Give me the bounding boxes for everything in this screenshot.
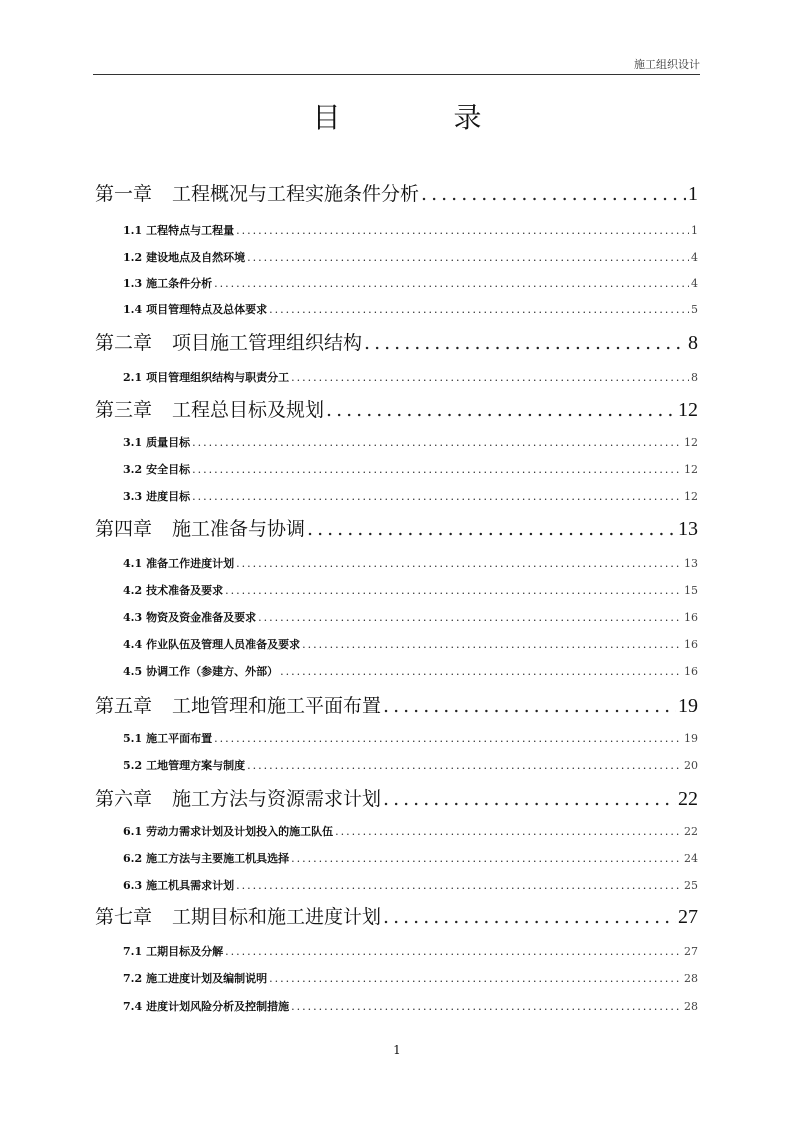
toc-entry-number: 第四章 [95,518,153,540]
toc-entry-label: 安全目标 [146,463,191,476]
toc-entry-label: 工程总目标及规划 [172,399,325,421]
toc-entry-number: 1.4 [123,303,143,316]
dot-leader [291,852,682,865]
toc-entry-label: 项目管理组织结构与职责分工 [146,371,290,384]
toc-section-entry[interactable] [123,877,698,891]
dot-leader [258,611,682,624]
toc-entry-number: 7.4 [123,1000,143,1013]
toc-entry-label: 进度计划风险分析及控制措施 [146,1000,290,1013]
toc-entry-label: 物资及资金准备及要求 [146,611,257,624]
dot-leader [280,665,682,678]
dot-leader [326,399,676,421]
dot-leader [383,906,676,928]
toc-section-entry[interactable] [123,757,698,771]
toc-entry-page: 13 [678,518,698,540]
toc-entry-number: 4.1 [123,557,143,570]
toc-entry-number: 7.1 [123,945,143,958]
toc-entry-number: 3.3 [123,490,143,503]
toc-entry-label: 工地管理和施工平面布置 [172,695,382,717]
toc-entry-label: 工程特点与工程量 [146,224,235,237]
toc-entry-number: 3.2 [123,463,143,476]
dot-leader [192,490,682,503]
toc-entry-label: 项目施工管理组织结构 [172,332,363,354]
toc-chapter-entry[interactable] [95,691,698,717]
toc-chapter-entry[interactable] [95,902,698,928]
toc-entry-page: 1 [688,183,698,205]
toc-section-entry[interactable] [123,663,698,677]
toc-section-entry[interactable] [123,943,698,957]
toc-entry-number: 2.1 [123,371,143,384]
dot-leader [269,972,682,985]
dot-leader [291,371,689,384]
toc-entry-label: 协调工作（参建方、外部） [146,665,279,678]
toc-section-entry[interactable] [123,609,698,623]
toc-entry-number: 1.3 [123,277,143,290]
dot-leader [192,463,682,476]
toc-entry-number: 6.3 [123,879,143,892]
toc-entry-label: 劳动力需求计划及计划投入的施工队伍 [146,825,334,838]
dot-leader [247,759,682,772]
dot-leader [236,879,682,892]
toc-section-entry[interactable] [123,555,698,569]
header-rule [93,74,700,75]
toc-entry-number: 第一章 [95,183,153,205]
toc-entry-label: 质量目标 [146,436,191,449]
toc-chapter-entry[interactable] [95,784,698,810]
toc-entry-page: 8 [691,371,698,384]
toc-entry-page: 13 [684,557,698,570]
toc-entry-page: 5 [691,303,698,316]
toc-entry-page: 19 [678,695,698,717]
dot-leader [383,695,676,717]
toc-entry-number: 5.2 [123,759,143,772]
toc-entry-page: 4 [691,277,698,290]
toc-entry-number: 3.1 [123,436,143,449]
toc-entry-number: 1.2 [123,251,143,264]
dot-leader [269,303,689,316]
page-number: 1 [393,1043,401,1057]
toc-chapter-entry[interactable] [95,395,698,421]
toc-entry-number: 第三章 [95,399,153,421]
toc-section-entry[interactable] [123,275,698,289]
dot-leader [302,638,682,651]
toc-section-entry[interactable] [123,823,698,837]
dot-leader [421,183,686,205]
toc-entry-number: 4.5 [123,665,143,678]
dot-leader [214,277,689,290]
toc-entry-page: 24 [684,852,698,865]
dot-leader [236,224,689,237]
toc-section-entry[interactable] [123,730,698,744]
toc-chapter-entry[interactable] [95,179,698,205]
toc-entry-page: 19 [684,732,698,745]
toc-entry-label: 作业队伍及管理人员准备及要求 [146,638,301,651]
toc-entry-page: 15 [684,584,698,597]
toc-entry-label: 施工方法与资源需求计划 [172,788,382,810]
toc-section-entry[interactable] [123,970,698,984]
toc-entry-page: 25 [684,879,698,892]
toc-section-entry[interactable] [123,249,698,263]
toc-entry-label: 施工机具需求计划 [146,879,235,892]
toc-entry-number: 6.2 [123,852,143,865]
toc-section-entry[interactable] [123,434,698,448]
toc-entry-page: 28 [684,972,698,985]
toc-section-entry[interactable] [123,461,698,475]
dot-leader [225,945,682,958]
toc-entry-page: 16 [684,611,698,624]
toc-entry-page: 12 [684,490,698,503]
toc-entry-page: 16 [684,665,698,678]
page-title: 目 录 [312,101,534,134]
toc-entry-label: 施工进度计划及编制说明 [146,972,268,985]
toc-entry-label: 工期目标和施工进度计划 [172,906,382,928]
dot-leader [364,332,686,354]
toc-entry-page: 8 [688,332,698,354]
toc-section-entry[interactable] [123,850,698,864]
toc-chapter-entry[interactable] [95,328,698,354]
dot-leader [225,584,682,597]
toc-entry-page: 27 [678,906,698,928]
toc-section-entry[interactable] [123,488,698,502]
dot-leader [192,436,682,449]
toc-entry-number: 第六章 [95,788,153,810]
toc-entry-number: 4.3 [123,611,143,624]
toc-entry-label: 工地管理方案与制度 [146,759,246,772]
dot-leader [236,557,682,570]
toc-entry-page: 12 [684,436,698,449]
toc-entry-number: 7.2 [123,972,143,985]
toc-section-entry[interactable] [123,369,698,383]
toc-entry-label: 施工平面布置 [146,732,213,745]
toc-entry-number: 4.4 [123,638,143,651]
toc-entry-page: 16 [684,638,698,651]
toc-entry-label: 施工条件分析 [146,277,213,290]
toc-entry-label: 准备工作进度计划 [146,557,235,570]
running-header: 施工组织设计 [634,58,700,71]
toc-entry-label: 施工方法与主要施工机具选择 [146,852,290,865]
toc-entry-page: 12 [684,463,698,476]
toc-entry-label: 项目管理特点及总体要求 [146,303,268,316]
toc-entry-page: 28 [684,1000,698,1013]
toc-entry-number: 第七章 [95,906,153,928]
toc-entry-page: 1 [691,224,698,237]
toc-entry-page: 22 [684,825,698,838]
toc-entry-label: 施工准备与协调 [172,518,306,540]
dot-leader [247,251,689,264]
toc-entry-page: 22 [678,788,698,810]
toc-entry-page: 27 [684,945,698,958]
toc-entry-number: 第五章 [95,695,153,717]
toc-entry-page: 4 [691,251,698,264]
toc-section-entry[interactable] [123,998,698,1012]
toc-section-entry[interactable] [123,222,698,236]
toc-section-entry[interactable] [123,301,698,315]
toc-entry-number: 第二章 [95,332,153,354]
toc-entry-label: 工程概况与工程实施条件分析 [172,183,420,205]
toc-entry-label: 建设地点及自然环境 [146,251,246,264]
toc-entry-label: 进度目标 [146,490,191,503]
toc-entry-label: 技术准备及要求 [146,584,224,597]
toc-section-entry[interactable] [123,582,698,596]
toc-entry-number: 1.1 [123,224,143,237]
dot-leader [383,788,676,810]
toc-entry-number: 4.2 [123,584,143,597]
toc-entry-page: 12 [678,399,698,421]
toc-entry-number: 6.1 [123,825,143,838]
dot-leader [307,518,676,540]
toc-chapter-entry[interactable] [95,514,698,540]
dot-leader [291,1000,682,1013]
toc-section-entry[interactable] [123,636,698,650]
toc-entry-page: 20 [684,759,698,772]
dot-leader [335,825,682,838]
toc-entry-number: 5.1 [123,732,143,745]
dot-leader [214,732,682,745]
toc-entry-label: 工期目标及分解 [146,945,224,958]
